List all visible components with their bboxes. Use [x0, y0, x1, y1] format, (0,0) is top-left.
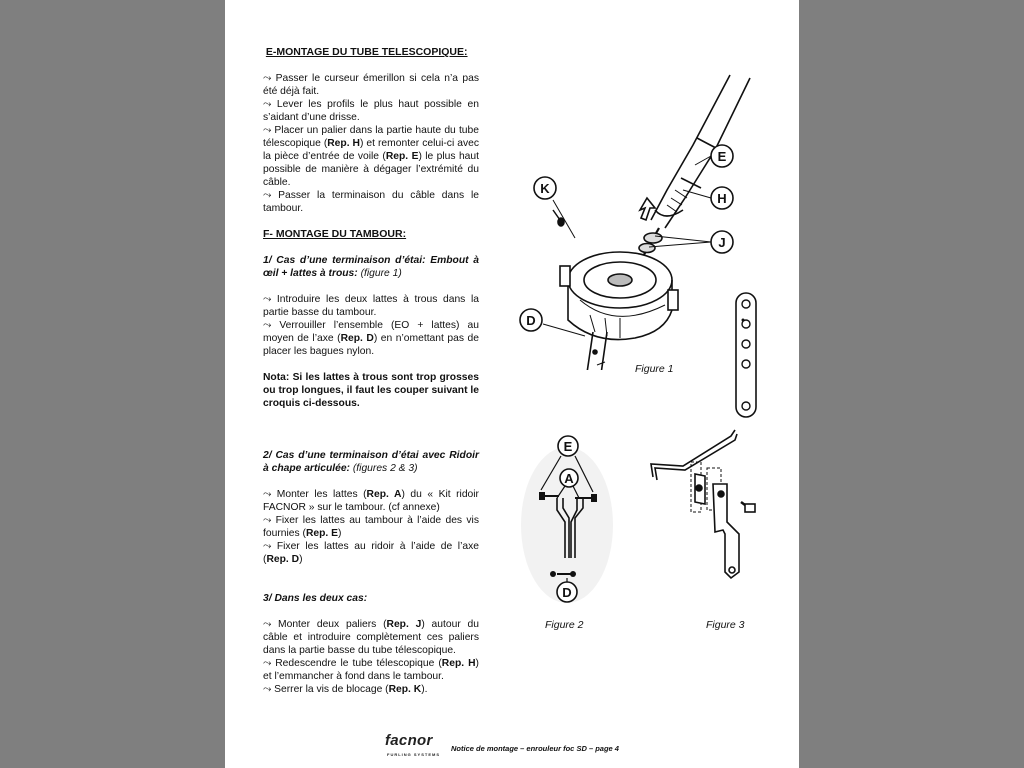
- case-2-item-2: ⤳ Fixer les lattes au tambour à l’aide des vis fournies (Rep. E): [263, 515, 479, 539]
- fig1-label-h: H: [717, 191, 727, 206]
- fig2-label-a: A: [564, 471, 574, 486]
- case-2-item-3: ⤳ Fixer les lattes au ridoir à l’aide de l’axe (Rep. D): [263, 541, 479, 565]
- fig2-label-d: D: [562, 585, 572, 600]
- bullet-icon: ⤳: [263, 619, 272, 630]
- section-f-title: F- MONTAGE DU TAMBOUR:: [263, 228, 407, 240]
- logo-tagline: FURLING SYSTEMS: [387, 752, 441, 757]
- case-2-title: 2/ Cas d’une terminaison d’étai avec Ridoir à chape articulée: (figures 2 & 3): [263, 450, 479, 474]
- section-e-title: E-MONTAGE DU TUBE TELESCOPIQUE:: [265, 46, 468, 58]
- section-e-item-1: ⤳ Passer le curseur émerillon si cela n’a pas été déjà fait.: [263, 73, 479, 97]
- bullet-icon: ⤳: [263, 489, 272, 500]
- bullet-icon: ⤳: [263, 294, 272, 305]
- case-3-title: 3/ Dans les deux cas:: [263, 593, 368, 604]
- bullet-icon: ⤳: [263, 515, 272, 526]
- bullet-icon: ⤳: [263, 320, 272, 331]
- figure-2-illustration: [517, 430, 617, 610]
- fig1-label-e: E: [717, 149, 727, 164]
- figure-1-drum-illustration: [515, 70, 765, 370]
- bullet-icon: ⤳: [263, 658, 272, 669]
- page-footer: [385, 730, 685, 760]
- figure-3-caption: Figure 3: [706, 619, 745, 631]
- facnor-logo: facnor: [385, 732, 433, 749]
- footer-text: Notice de montage – enrouleur foc SD – page 4: [451, 744, 619, 753]
- bullet-icon: ⤳: [263, 73, 272, 84]
- case-2-item-1: ⤳ Monter les lattes (Rep. A) du « Kit ridoir FACNOR » sur le tambour. (cf annexe): [263, 489, 479, 513]
- strap-with-holes-sketch: [733, 290, 761, 422]
- section-e-item-4: ⤳ Passer la terminaison du câble dans le tambour.: [263, 190, 479, 214]
- case-1-item-1: ⤳ Introduire les deux lattes à trous dans la partie basse du tambour.: [263, 294, 479, 318]
- document-page: [225, 0, 799, 768]
- bullet-icon: ⤳: [263, 190, 272, 201]
- section-e-item-2: ⤳ Lever les profils le plus haut possible en s’aidant d’une drisse.: [263, 99, 479, 123]
- bullet-icon: ⤳: [263, 99, 272, 110]
- fig2-label-e: E: [563, 439, 573, 454]
- case-1-item-2: ⤳ Verrouiller l’ensemble (EO + lattes) au moyen de l’axe (Rep. D) en n’omettant pas de placer les bagues nylon.: [263, 320, 479, 357]
- figure-2-caption: Figure 2: [545, 619, 584, 631]
- figure-1-caption: Figure 1: [635, 363, 674, 375]
- fig1-label-k: K: [540, 181, 550, 196]
- fig1-label-j: J: [718, 235, 726, 250]
- bullet-icon: ⤳: [263, 541, 272, 552]
- case-1-title: 1/ Cas d’une terminaison d’étai: Embout à œil + lattes à trous: (figure 1): [263, 255, 479, 279]
- note-paragraph: Nota: Si les lattes à trous sont trop grosses ou trop longues, il faut les couper suivant le croquis ci-dessous.: [263, 372, 479, 409]
- case-3-item-2: ⤳ Redescendre le tube télescopique (Rep. H) et l’emmancher à fond dans le tambour.: [263, 658, 479, 682]
- section-e-item-3: ⤳ Placer un palier dans la partie haute du tube télescopique (Rep. H) et remonter celui-ci avec la pièce d’entrée de voile (Rep. E) le plus haut possible de manière à dégager l’extrémité du câble.: [263, 125, 479, 188]
- case-3-item-1: ⤳ Monter deux paliers (Rep. J) autour du câble et introduire complètement ces paliers dans la partie basse du tube télescopique.: [263, 619, 479, 656]
- case-3-item-3: ⤳ Serrer la vis de blocage (Rep. K).: [263, 684, 428, 695]
- bullet-icon: ⤳: [263, 125, 272, 136]
- text-column: [263, 46, 479, 696]
- figure-3-illustration: [643, 422, 783, 592]
- bullet-icon: ⤳: [263, 684, 272, 695]
- fig1-label-d: D: [526, 313, 536, 328]
